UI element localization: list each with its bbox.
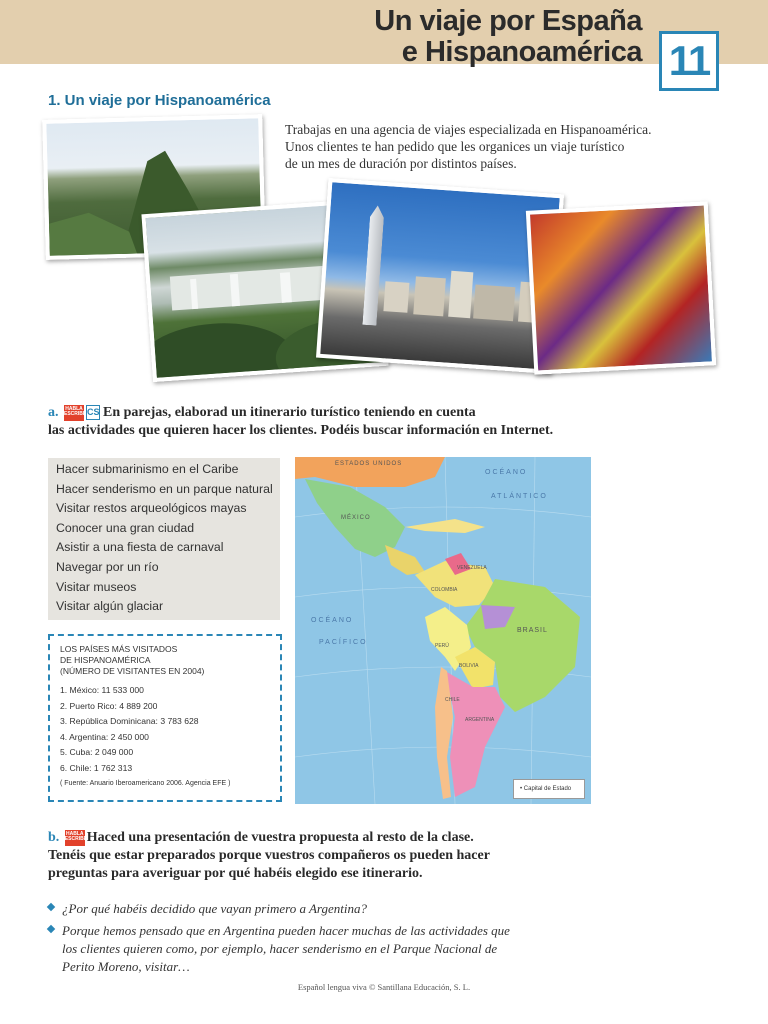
list-item: Asistir a una fiesta de carnaval [56,540,224,555]
intro-paragraph [285,121,705,172]
country-argentina-label: ARGENTINA [465,717,495,723]
obelisk-photo [316,178,564,374]
activity-b-letter: b. [48,830,60,845]
ocean-pacific-label-1: OCÉANO [311,617,354,624]
country-usa-label: ESTADOS UNIDOS [335,461,403,467]
intro-line-1: Trabajas en una agencia de viajes especializada en Hispanoamérica. [285,122,652,137]
carnival-photo [526,201,716,374]
ocean-pacific-label-2: PACÍFICO [319,639,368,646]
activity-b-line-1: Haced una presentación de vuestra propuesta al resto de la clase. [86,830,474,845]
activities-list [48,458,280,620]
country-peru-label: PERÚ [435,643,449,649]
stats-list [60,683,280,776]
list-item: 3. República Dominicana: 3 783 628 [60,716,199,726]
unit-number: 11 [668,37,710,84]
list-item: Visitar algún glaciar [56,599,164,614]
list-item: Visitar restos arqueológicos mayas [56,501,247,516]
speak-write-icon: HABLA ESCRIBE [64,405,84,421]
list-item: 6. Chile: 1 762 313 [60,762,133,773]
activity-b-line-3: preguntas para averiguar por qué habéis elegido ese itinerario. [48,866,423,881]
title-line-1: Un viaje por España [374,5,642,37]
cs-icon: CS [86,405,100,420]
map-legend: • Capital de Estado [513,779,585,799]
stats-title-line-2: DE HISPANOAMÉRICA [60,655,151,665]
list-item: Conocer una gran ciudad [56,520,195,535]
country-chile-label: CHILE [445,697,460,703]
diamond-bullet-icon [47,903,55,911]
country-mexico-label: MÉXICO [341,515,371,521]
stats-title-line-1: LOS PAÍSES MÁS VISITADOS [60,644,178,654]
list-item [48,922,528,976]
page-title [374,6,642,68]
activity-a-letter: a. [48,405,59,420]
section-heading: 1. Un viaje por Hispanoamérica [48,92,271,109]
activity-b [48,829,548,883]
country-venezuela-label: VENEZUELA [457,565,487,571]
stats-title-line-3: (NÚMERO DE VISITANTES EN 2004) [60,666,205,676]
list-item: 4. Argentina: 2 450 000 [60,731,149,742]
speak-write-icon: HABLA ESCRIBE [65,830,85,846]
diamond-bullet-icon [47,925,55,933]
activity-b-line-2: Tenéis que estar preparados porque vuestros compañeros os pueden hacer [48,848,490,863]
activity-a-line-1: En parejas, elaborad un itinerario turístico teniendo en cuenta [103,405,476,420]
list-item: Hacer submarinismo en el Caribe [56,462,239,476]
list-item [48,900,528,918]
stats-title [60,644,280,677]
list-item: Visitar museos [56,579,137,594]
list-item: 2. Puerto Rico: 4 889 200 [60,700,158,711]
example-text: Porque hemos pensado que en Argentina pueden hacer muchas de las actividades que los clientes quieren como, por ejemplo, hacer senderismo en el Parque Nacional de Perito Moreno, visitar… [62,923,510,974]
country-brasil-label: BRASIL [517,627,548,634]
activity-a [48,404,608,440]
example-text: ¿Por qué habéis decidido que vayan primero a Argentina? [62,901,367,916]
list-item: 1. México: 11 533 000 [60,685,144,695]
dialogue-examples [48,900,528,980]
visitors-stats-box [48,634,282,802]
footer-copyright: Español lengua viva © Santillana Educación, S. L. [297,982,471,992]
list-item: 5. Cuba: 2 049 000 [60,747,134,757]
stats-source: ( Fuente: Anuario Iberoamericano 2006. Agencia EFE ) [60,780,231,787]
country-colombia-label: COLOMBIA [431,587,458,593]
activity-a-line-2: las actividades que quieren hacer los clientes. Podéis buscar información en Internet. [48,423,554,438]
intro-line-3: de un mes de duración por distintos países. [285,156,517,171]
intro-line-2: Unos clientes te han pedido que les organices un viaje turístico [285,139,625,154]
unit-number-box [659,31,719,91]
list-item: Hacer senderismo en un parque natural [56,481,273,496]
ocean-atlantic-label-1: OCÉANO [485,469,528,476]
latin-america-map [295,457,591,804]
ocean-atlantic-label-2: ATLÁNTICO [491,493,548,500]
list-item: Navegar por un río [56,559,159,574]
title-line-2: e Hispanoamérica [401,36,642,68]
country-bolivia-label: BOLIVIA [459,663,479,669]
